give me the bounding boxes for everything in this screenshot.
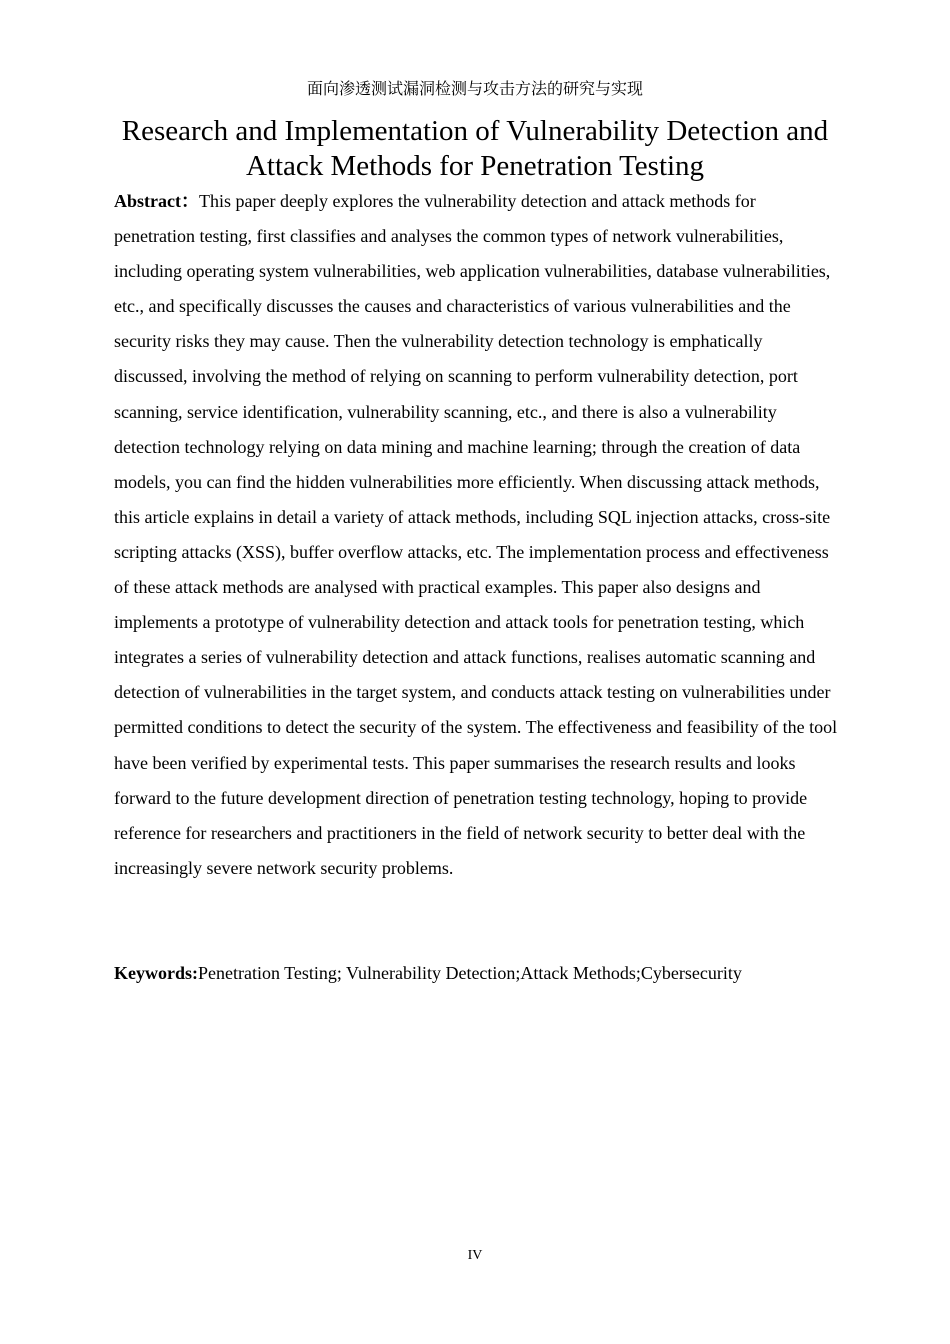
keywords-text: Penetration Testing; Vulnerability Detection;Attack Methods;Cybersecurity <box>198 963 742 983</box>
keywords-label: Keywords: <box>114 963 198 983</box>
abstract-label: Abstract： <box>114 191 199 211</box>
abstract-paragraph <box>114 184 838 886</box>
keywords-line <box>114 956 838 991</box>
page-number: IV <box>467 1248 483 1263</box>
running-header: 面向渗透测试漏洞检测与攻击方法的研究与实现 <box>306 81 643 98</box>
paper-title: Research and Implementation of Vulnerability Detection and Attack Methods for Penetration Testing <box>121 115 829 182</box>
abstract-text: This paper deeply explores the vulnerability detection and attack methods for penetration testing, first classifies and analyses the common types of network vulnerabilities, including operating system vulnerabilities, web application vulnerabilities, database vulnerabilities, etc., and specifically discusses the causes and characteristics of various vulnerabilities and the security risks they may cause. Then the vulnerability detection technology is emphatically discussed, involving the method of relying on scanning to perform vulnerability detection, port scanning, service identification, vulnerability scanning, etc., and there is also a vulnerability detection technology relying on data mining and machine learning; through the creation of data models, you can find the hidden vulnerabilities more efficiently. When discussing attack methods, this article explains in detail a variety of attack methods, including SQL injection attacks, cross-site scripting attacks (XSS), buffer overflow attacks, etc. The implementation process and effectiveness of these attack methods are analysed with practical examples. This paper also designs and implements a prototype of vulnerability detection and attack tools for penetration testing, which integrates a series of vulnerability detection and attack functions, realises automatic scanning and detection of vulnerabilities in the target system, and conducts attack testing on vulnerabilities under permitted conditions to detect the security of the system. The effectiveness and feasibility of the tool have been verified by experimental tests. This paper summarises the research results and looks forward to the future development direction of penetration testing technology, hoping to provide reference for researchers and practitioners in the field of network security to better deal with the increasingly severe network security problems. <box>114 191 838 878</box>
